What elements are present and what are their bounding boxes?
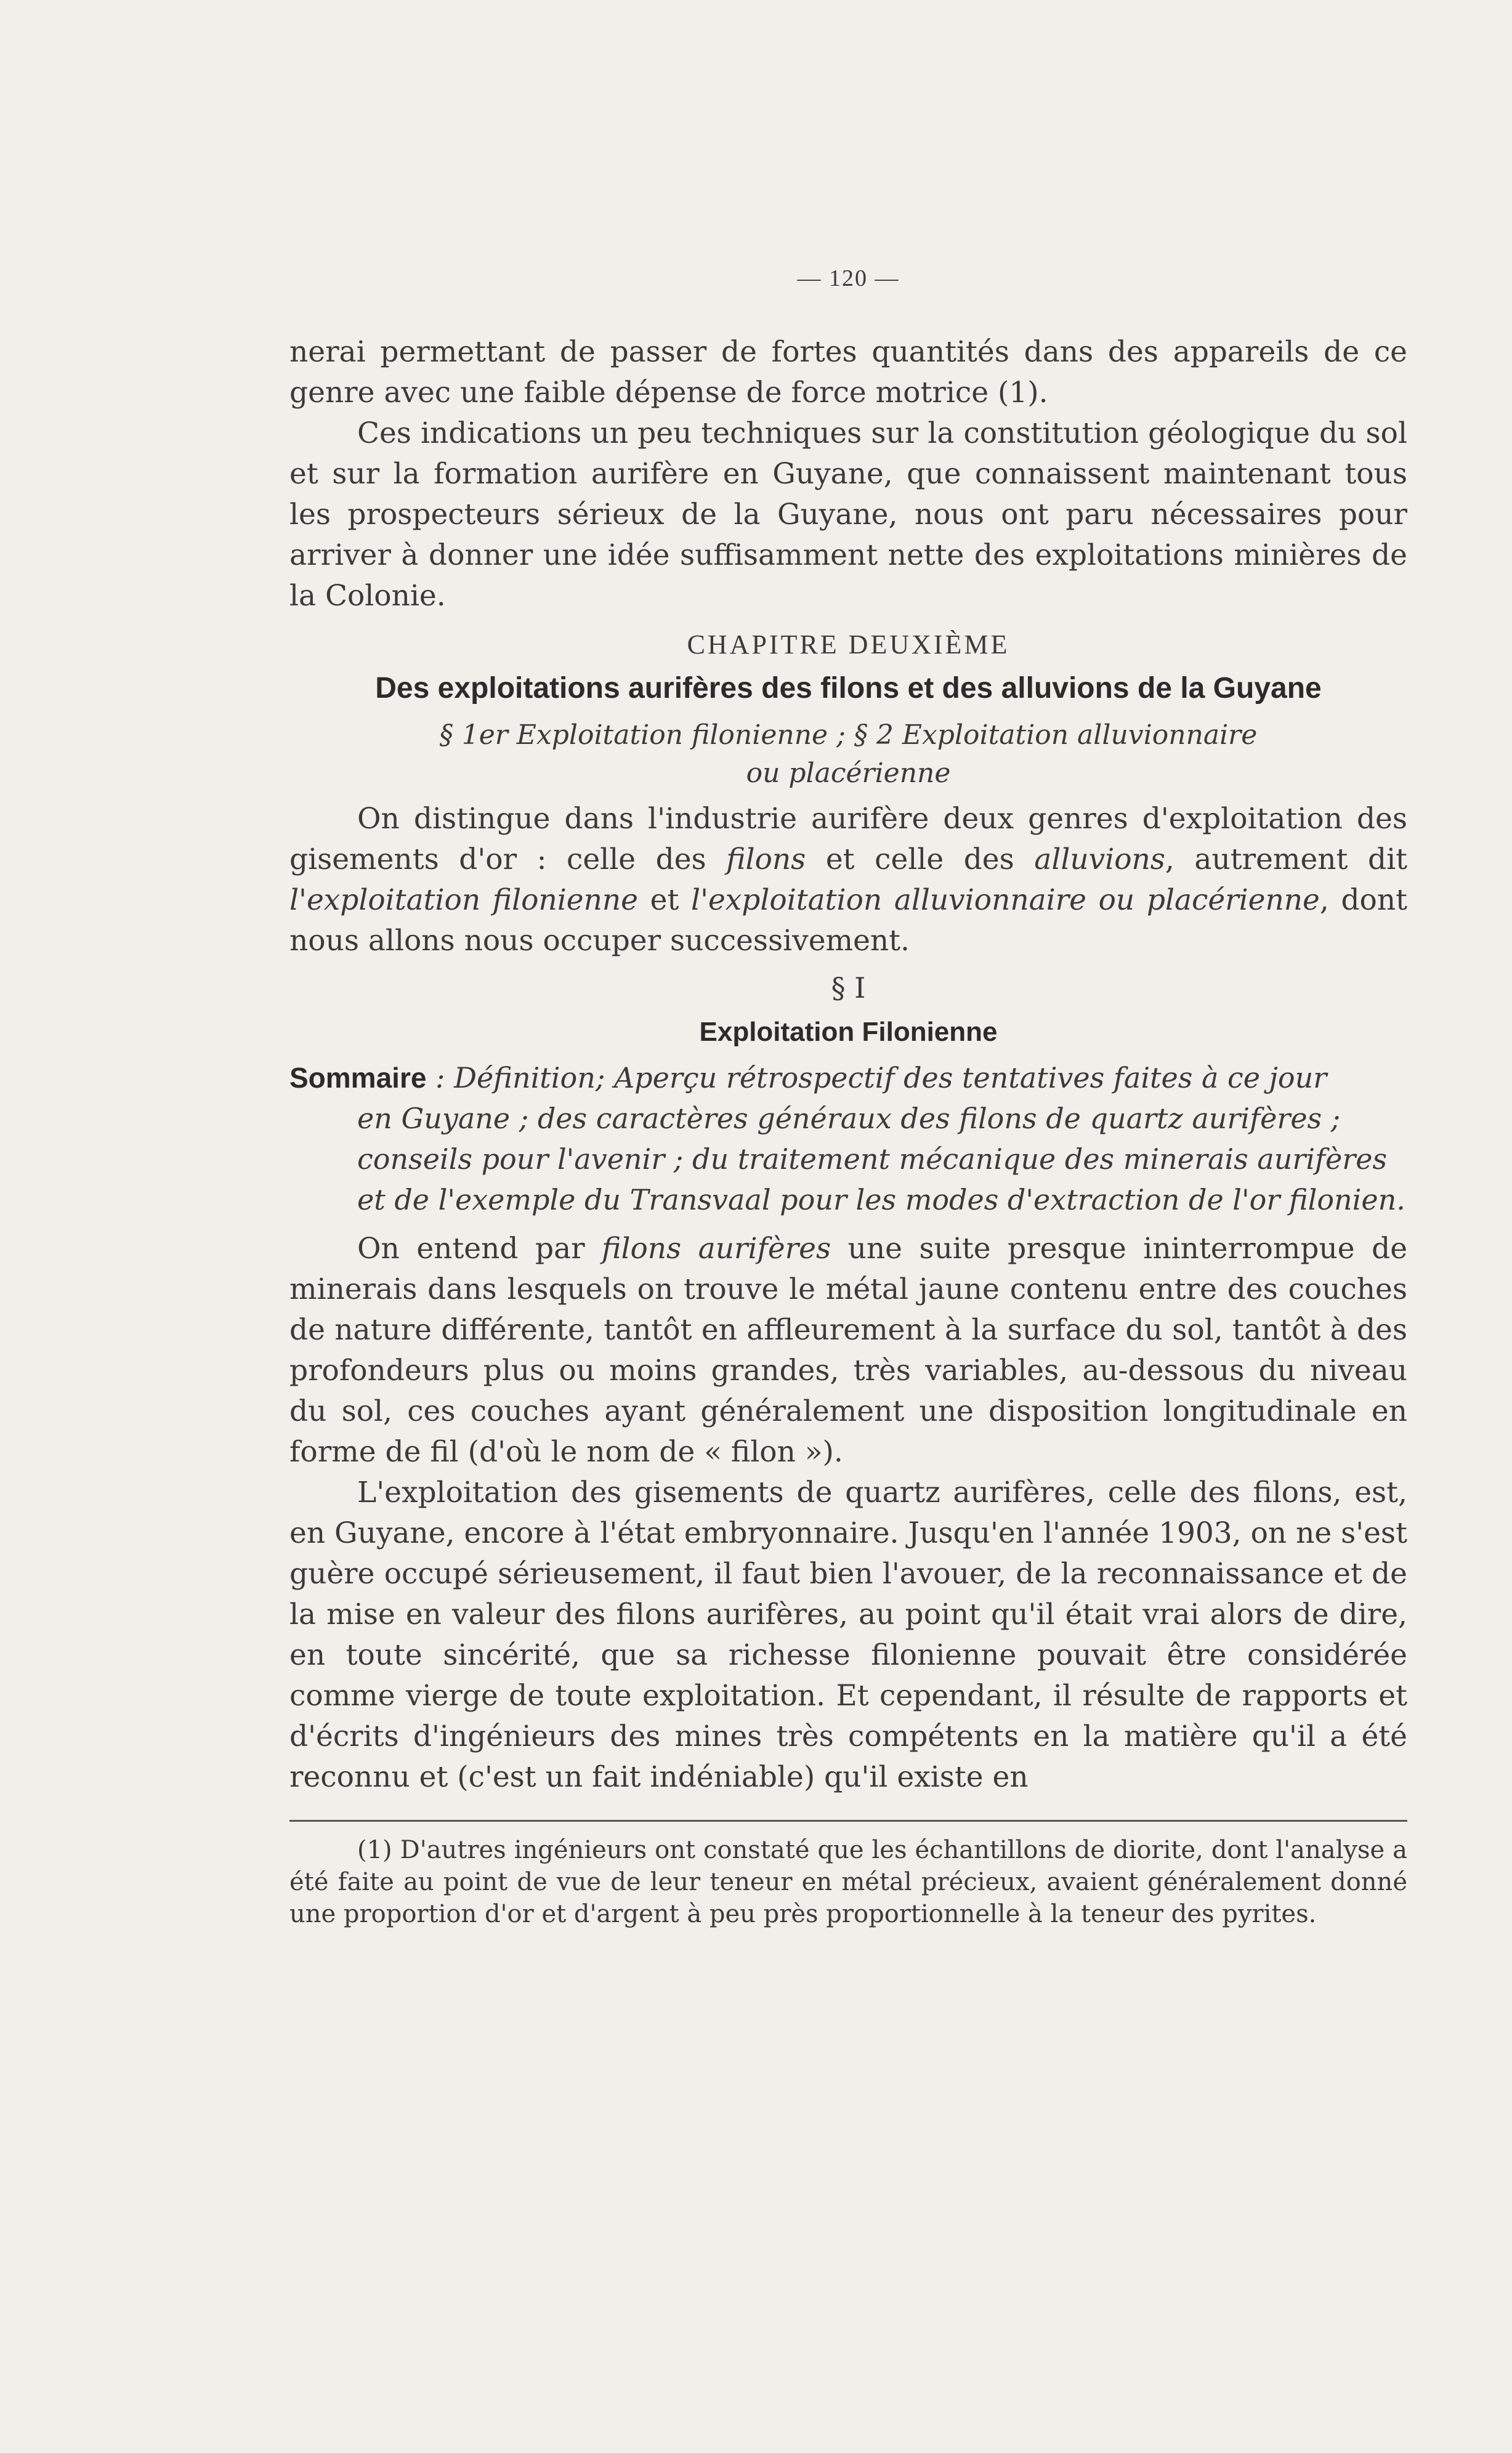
sommaire-first-line: : Définition; Aperçu rétrospectif des tentatives faites à ce jour — [426, 1061, 1327, 1094]
text: , autrement dit — [1165, 843, 1408, 876]
intro-paragraph: nerai permettant de passer de fortes quantités dans des appareils de ce genre avec une faible dépense de force motrice (1). — [289, 335, 1407, 410]
paragraph-distinction — [289, 799, 1407, 961]
chapter-title: CHAPITRE DEUXIÈME — [687, 629, 1010, 660]
footnote: (1) D'autres ingénieurs ont constaté que les échantillons de diorite, dont l'analyse a été faite au point de vue de leur teneur en métal précieux, avaient généralement donné une proportion d'or et d'argent à peu près proportionnelle à la teneur des pyrites. — [289, 1836, 1407, 1928]
emphasis: l'exploitation alluvionnaire ou placérienne — [691, 883, 1320, 917]
emphasis: l'exploitation filonienne — [289, 883, 638, 917]
sommaire — [289, 1057, 1407, 1098]
section-title: Exploitation Filonienne — [699, 1017, 998, 1047]
paragraph-indications: Ces indications un peu techniques sur la constitution géologique du sol et sur la formation aurifère en Guyane, que connaissent maintenant tous les prospecteurs sérieux de la Guyane, nous ont paru nécessaires pour arriver à donner une idée suffisamment nette des exploitations minières de la Colonie. — [289, 416, 1407, 613]
text: On distingue dans l'industrie aurifère deux genres d'exploitation des gisements d'or : celle des — [289, 802, 1407, 876]
chapter-contents-line1: § 1er Exploitation filonienne ; § 2 Exploitation alluvionnaire — [439, 719, 1258, 751]
emphasis: alluvions — [1034, 843, 1165, 876]
emphasis: filons aurifères — [602, 1232, 831, 1266]
footnote-divider — [289, 1820, 1407, 1822]
emphasis: filons — [726, 843, 806, 876]
text: et — [637, 883, 692, 917]
sommaire-rest: en Guyane ; des caractères généraux des filons de quartz aurifères ; conseils pour l'avenir ; du traitement mécanique des minerais aurifères et de l'exemple du Transvaal pour les modes d'extraction de l'or filonien. — [357, 1102, 1405, 1216]
chapter-subtitle: Des exploitations aurifères des filons et des alluvions de la Guyane — [375, 672, 1322, 705]
page-number: — 120 — — [797, 265, 900, 291]
chapter-contents-line2: ou placérienne — [746, 758, 951, 789]
paragraph-exploitation: L'exploitation des gisements de quartz aurifères, celle des filons, est, en Guyane, encore à l'état embryonnaire. Jusqu'en l'année 1903, on ne s'est guère occupé sérieusement, il faut bien l'avouer, de la reconnaissance et de la mise en valeur des filons aurifères, au point qu'il était vrai alors de dire, en toute sincérité, que sa richesse filonienne pouvait être considérée comme vierge de toute exploitation. Et cependant, il résulte de rapports et d'écrits d'ingénieurs des mines très compétents en la matière qu'il a été reconnu et (c'est un fait indéniable) qu'il existe en — [289, 1476, 1407, 1794]
text: une suite presque ininterrompue de minerais dans lesquels on trouve le métal jaune contenu entre des couches de nature différente, tantôt en affleurement à la surface du sol, tantôt à des profondeurs plus ou moins grandes, très variables, au-dessous du niveau du sol, ces couches ayant généralement une disposition longitudinale en forme de fil (d'où le nom de « filon »). — [289, 1232, 1408, 1469]
sommaire-label: Sommaire — [289, 1062, 427, 1094]
chapter-contents — [289, 716, 1407, 793]
text: et celle des — [806, 843, 1035, 876]
section-mark: § I — [831, 971, 866, 1004]
page-content — [289, 265, 1407, 1930]
text: On entend par — [357, 1232, 602, 1266]
text: , dont nous allons nous occuper successivement. — [289, 883, 1407, 958]
paragraph-definition — [289, 1229, 1407, 1473]
